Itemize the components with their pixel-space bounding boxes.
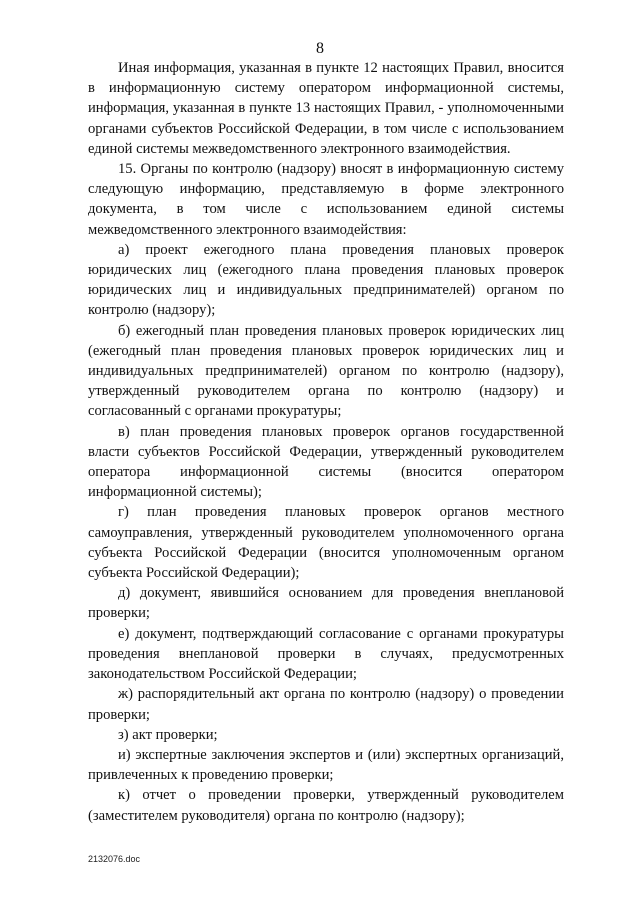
list-item-v: в) план проведения плановых проверок органов государственной власти субъектов Российской Федерации, утвержденный руководителем оператора информационной системы (вносится оператором информационной системы); [88, 423, 564, 501]
list-item-e: е) документ, подтверждающий согласование с органами прокуратуры проведения внеплановой проверки в случаях, предусмотренных законодательством Российской Федерации; [88, 625, 564, 683]
paragraph-other-information: Иная информация, указанная в пункте 12 настоящих Правил, вносится в информационную систему оператором информационной системы, информация, указанная в пункте 13 настоящих Правил, - уполномоченными органами субъектов Российской Федерации, в том числе с использованием единой системы межведомственного электронного взаимодействия. [88, 60, 564, 157]
list-item-b: б) ежегодный план проведения плановых проверок юридических лиц (ежегодный план проведения плановых проверок юридических лиц и индивидуальных предпринимателей) органом по контролю (надзору), утвержденный руководителем органа по контролю (надзору) и согласованный с органами прокуратуры; [88, 322, 564, 420]
list-item-zh: ж) распорядительный акт органа по контролю (надзору) о проведении проверки; [88, 686, 564, 723]
document-body [88, 58, 564, 826]
list-item-g: г) план проведения плановых проверок органов местного самоуправления, утвержденный руководителем уполномоченного органа субъекта Российской Федерации (вносится уполномоченным органом субъекта Российской Федерации); [88, 504, 564, 582]
list-item-z: з) акт проверки; [118, 726, 218, 743]
list-item-d: д) документ, явившийся основанием для проведения внеплановой проверки; [88, 585, 564, 622]
list-item-k: к) отчет о проведении проверки, утвержденный руководителем (заместителем руководителя) органа по контролю (надзору); [88, 787, 564, 824]
page-number: 8 [316, 40, 324, 57]
footer-filename: 2132076.doc [88, 854, 141, 864]
list-item-a: а) проект ежегодного плана проведения плановых проверок юридических лиц (ежегодного плана проведения плановых проверок юридических лиц и индивидуальных предпринимателей) органом по контролю (надзору); [88, 241, 564, 319]
paragraph-item-15: 15. Органы по контролю (надзору) вносят в информационную систему следующую информацию, представляемую в форме электронного документа, в том числе с использованием единой системы межведомственного электронного взаимодействия: [88, 161, 564, 238]
list-item-i: и) экспертные заключения экспертов и (или) экспертных организаций, привлеченных к проведению проверки; [88, 746, 564, 784]
